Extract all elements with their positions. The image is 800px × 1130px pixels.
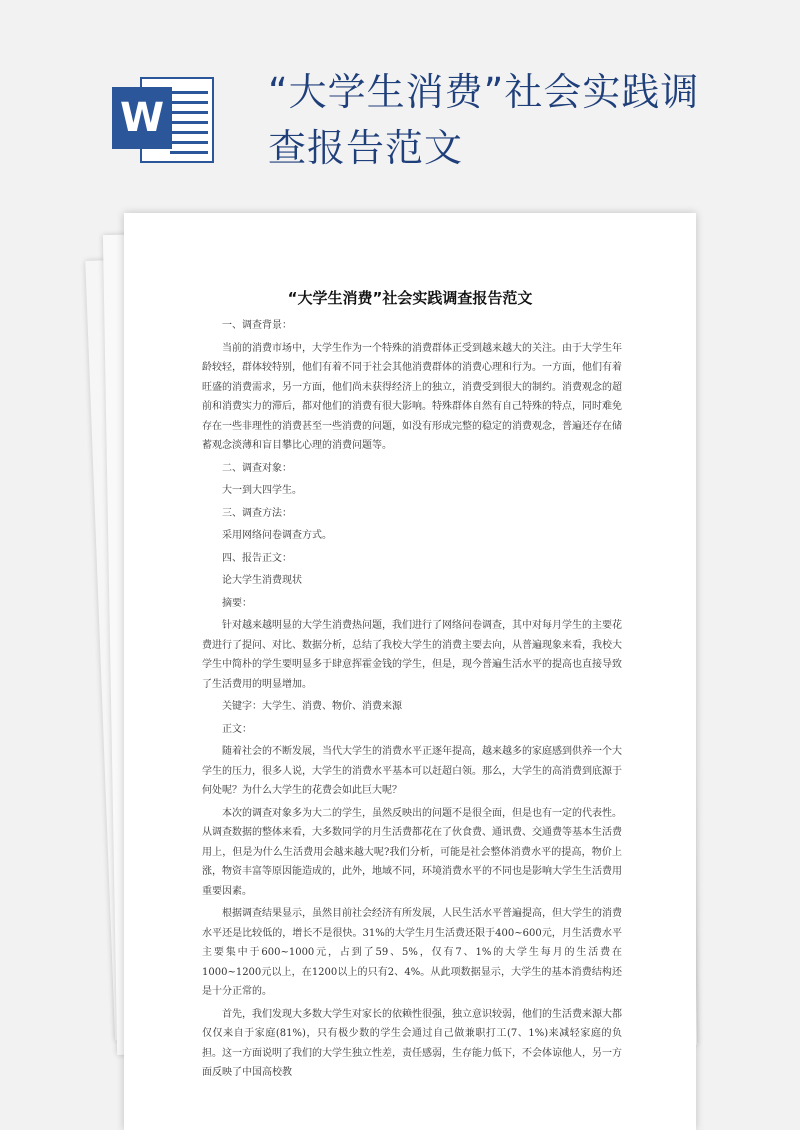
paragraph: 根据调查结果显示，虽然目前社会经济有所发展，人民生活水平普遍提高，但大学生的消费水平还是比较低的，增长不是很快。31%的大学生月生活费还限于400~600元，月生活费水平主要集中于600~1000元，占到了59、5%，仅有7、1%的大学生每月的生活费在1000~1200元以上，在1200以上的只有2、4%。从此项数据显示，大学生的基本消费结构还是十分正常的。	[202, 908, 622, 997]
word-logo-letter: W	[112, 87, 172, 149]
document-title: “大学生消费”社会实践调查报告范文	[287, 289, 533, 307]
paragraph: 四、报告正文：	[222, 552, 292, 564]
paragraph: 三、调查方法：	[222, 507, 292, 519]
paragraph: 采用网络问卷调查方式。	[222, 530, 332, 541]
paragraph: 首先，我们发现大多数大学生对家长的依赖性很强，独立意识较弱，他们的生活费来源大都仅仅来自于家庭(81%)，只有极少数的学生会通过自己做兼职打工(7、1%)来减轻家庭的负担。这一方面说明了我们的大学生独立性差，责任感弱，生存能力低下，不会体谅他人，另一方面反映了中国高校教	[202, 1008, 622, 1078]
paragraph: 当前的消费市场中，大学生作为一个特殊的消费群体正受到越来越大的关注。由于大学生年龄较轻，群体较特别，他们有着不同于社会其他消费群体的消费心理和行为。一方面，他们有着旺盛的消费需求，另一方面，他们尚未获得经济上的独立，消费受到很大的制约。消费观念的超前和消费实力的滞后，都对他们的消费有很大影响。特殊群体自然有自己特殊的特点，同时难免存在一些非理性的消费甚至一些消费的问题，如没有形成完整的稳定的消费观念，普遍还存在储蓄观念淡薄和盲目攀比心理的消费问题等。	[202, 342, 622, 451]
header-title: “大学生消费”社会实践调查报告范文	[268, 70, 700, 170]
paragraph: 随着社会的不断发展，当代大学生的消费水平正逐年提高，越来越多的家庭感到供养一个大学生的压力，很多人说，大学生的消费水平基本可以赶超白领。那么，大学生的高消费到底源于何处呢？为什么大学生的花费会如此巨大呢？	[202, 746, 622, 796]
document-page	[124, 213, 696, 1130]
word-logo-icon	[112, 73, 214, 165]
paragraph: 论大学生消费现状	[222, 575, 302, 586]
paragraph: 针对越来越明显的大学生消费热问题，我们进行了网络问卷调查，其中对每月学生的主要花费进行了提问、对比、数据分析，总结了我校大学生的消费主要去向，从普遍现象来看，我校大学生中简朴的学生要明显多于肆意挥霍金钱的学生，但是，现今普遍生活水平的提高也直接导致了生活费用的明显增加。	[202, 620, 622, 690]
paragraph: 正文：	[222, 723, 252, 735]
paragraph: 一、调查背景：	[222, 320, 292, 331]
paragraph: 二、调查对象：	[222, 462, 292, 474]
paragraph: 本次的调查对象多为大二的学生，虽然反映出的问题不是很全面，但是也有一定的代表性。从调查数据的整体来看，大多数同学的月生活费都花在了伙食费、通讯费、交通费等基本生活费用上，但是为什么生活费用会越来越大呢?我们分析，可能是社会整体消费水平的提高，物价上涨，物资丰富等原因能造成的，此外，地域不同，环境消费水平的不同也是影响大学生生活费用重要因素。	[202, 807, 622, 897]
paragraph: 大一到大四学生。	[222, 485, 302, 496]
paragraph: 摘要：	[222, 597, 252, 609]
document-body	[202, 316, 622, 1083]
paragraph: 关键字：大学生、消费、物价、消费来源	[222, 701, 402, 712]
